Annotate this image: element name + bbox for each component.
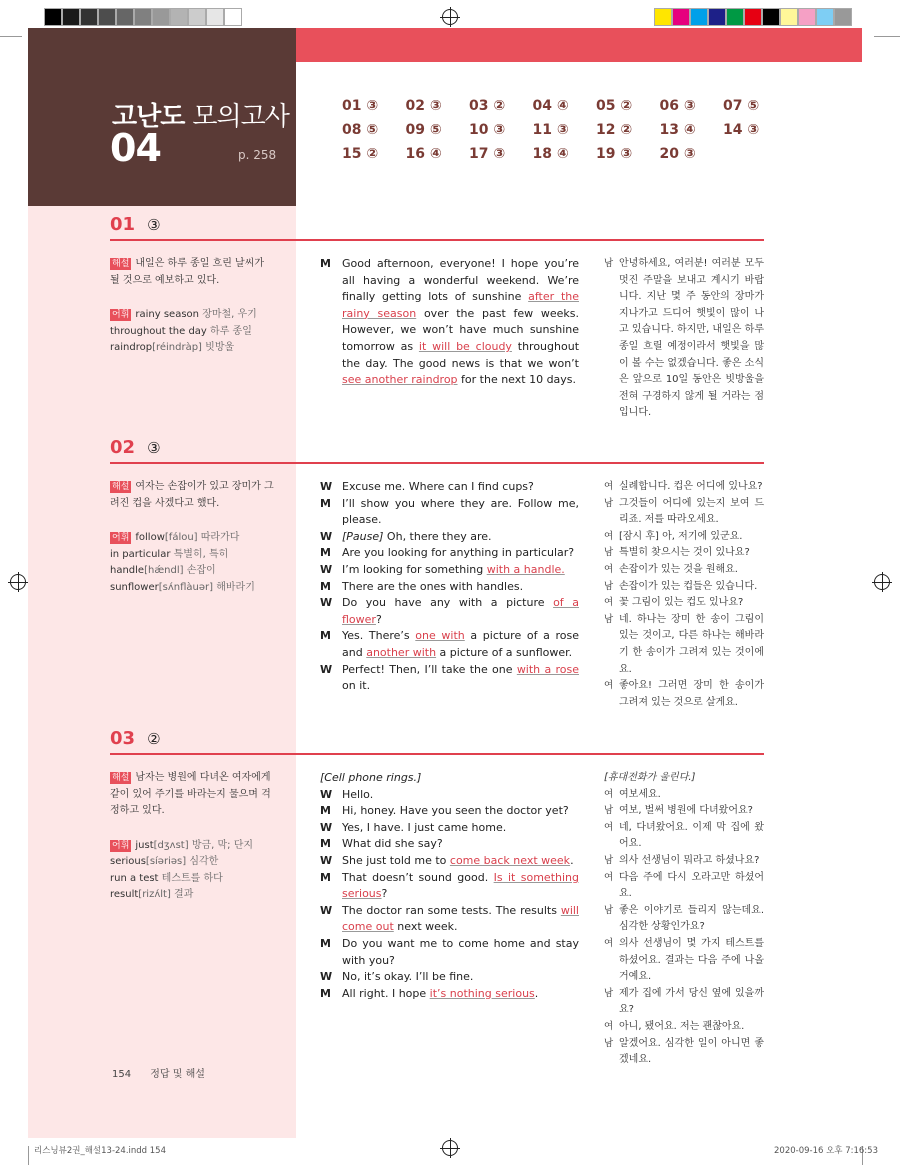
speaker-label: W	[320, 820, 333, 834]
dialogue-segment: a picture of a rose and	[342, 629, 580, 659]
dialogue-segment: a picture of a sunflower.	[436, 645, 573, 659]
answer-item: 17 ③	[469, 146, 506, 162]
vocab-pronunciation: [dʒʌst]	[153, 839, 189, 851]
translation-text: 손잡이가 있는 컵들은 있습니다.	[619, 580, 758, 592]
explanation	[110, 479, 274, 512]
speaker-label-korean: 남	[604, 613, 614, 625]
vocab-meaning: 심각한	[189, 856, 219, 867]
vocab-word: follow	[135, 532, 165, 543]
translation-line	[604, 529, 764, 546]
dialogue-segment: .	[570, 853, 574, 867]
dialogue-text	[342, 820, 579, 837]
translation-line	[604, 1036, 764, 1069]
dialogue-segment: Hi, honey. Have you seen the doctor yet?	[342, 804, 569, 818]
speaker-label-korean: 남	[604, 805, 614, 817]
vocab-tag: 어휘	[112, 840, 130, 851]
key-phrase: with a rose	[516, 662, 579, 676]
crop-mark	[874, 36, 900, 37]
dialogue-korean	[604, 770, 764, 1069]
crop-mark	[28, 1146, 29, 1165]
translation-line	[604, 853, 764, 870]
dialogue-line	[320, 628, 579, 661]
dialogue-segment: on it.	[342, 679, 371, 693]
speaker-label-korean: 남	[604, 497, 614, 509]
vocab-meaning: 장마철, 우기	[202, 309, 257, 320]
answer-item: 14 ③	[723, 122, 760, 138]
dialogue-english	[320, 479, 579, 695]
section-header	[110, 728, 161, 749]
vocab-meaning: 빗방울	[205, 342, 235, 353]
dialogue-segment: over the past few weeks. However, we won’t have much sunshine tomorrow as	[342, 306, 579, 353]
translation-line	[604, 496, 764, 529]
page-number: 154	[112, 1069, 132, 1080]
speaker-label: M	[320, 804, 331, 818]
dialogue-line	[320, 579, 579, 596]
speaker-label-korean: 여	[604, 937, 614, 949]
dialogue-line	[320, 936, 579, 969]
dialogue-segment: [Pause]	[342, 529, 384, 543]
section-notes	[110, 770, 274, 904]
vocab-meaning: 결과	[174, 889, 194, 900]
dialogue-english	[320, 256, 579, 389]
dialogue-segment: for the next 10 days.	[457, 373, 577, 387]
speaker-label-korean: 여	[604, 563, 614, 575]
translation-text: 여보세요.	[619, 788, 661, 800]
answer-item: 16 ④	[405, 146, 442, 162]
speaker-label-korean: 남	[604, 1037, 614, 1049]
translation-text: 네, 다녀왔어요. 이제 막 집에 왔어요.	[619, 821, 764, 850]
key-phrase: one with	[415, 629, 465, 643]
dialogue-text	[342, 628, 579, 661]
speaker-label: M	[320, 257, 331, 270]
section-divider	[110, 462, 764, 464]
translation-text: 다음 주에 다시 오라고만 하셨어요.	[619, 871, 764, 900]
translation-line	[604, 903, 764, 936]
dialogue-text	[342, 969, 579, 986]
speaker-label-korean: 남	[604, 987, 614, 999]
key-phrase: after the rainy season	[342, 290, 579, 320]
dialogue-segment: throughout the day. The good news is that we won’t	[342, 339, 580, 370]
dialogue-segment: There are the ones with handles.	[342, 579, 524, 593]
dialogue-segment: .	[534, 986, 539, 1000]
speaker-label: M	[320, 870, 331, 884]
dialogue-segment: All right. I hope	[342, 986, 430, 1000]
stage-direction-korean: [휴대전화가 울린다.]	[604, 772, 696, 783]
dialogue-text	[342, 936, 579, 969]
translation-line	[604, 936, 764, 986]
vocab-pronunciation: [sʌ́nflàuər]	[158, 581, 214, 593]
vocab-item	[110, 563, 274, 580]
registration-mark-icon	[10, 574, 26, 590]
key-phrase: it’s nothing serious	[429, 986, 535, 1000]
speaker-label: M	[320, 986, 331, 1000]
dialogue-line	[320, 562, 579, 579]
explanation-tag: 해설	[112, 259, 130, 269]
dialogue-text	[342, 562, 579, 579]
dialogue-segment: Yes. There’s	[342, 629, 416, 643]
vocab-word: throughout the day	[110, 325, 207, 337]
page-reference: p. 258	[238, 148, 277, 162]
translation-line	[604, 562, 764, 579]
speaker-label-korean: 여	[604, 871, 614, 883]
vocab-pronunciation: [síəriəs]	[145, 856, 187, 867]
title-bold: 고난도	[112, 102, 185, 132]
color-bar	[654, 8, 852, 26]
key-phrase: it will be cloudy	[418, 339, 512, 353]
dialogue-segment: Do you want me to come home and stay with you?	[342, 936, 579, 967]
slug-file: 리스닝뷰2권_해설13-24.indd 154	[34, 1146, 167, 1156]
explanation	[110, 770, 274, 820]
section-number: 02	[110, 437, 136, 458]
translation-line	[604, 986, 764, 1019]
translation-text: 꽃 그림이 있는 컵도 있나요?	[619, 597, 744, 609]
vocab-pronunciation: [hǽndl]	[144, 565, 184, 576]
speaker-label: W	[320, 596, 333, 610]
dialogue-segment: Are you looking for anything in particular?	[342, 546, 575, 560]
speaker-label: W	[320, 903, 333, 917]
explanation-text: 여자는 손잡이가 있고 장미가 그려진 컵을 사겠다고 했다.	[110, 481, 274, 509]
dialogue-segment: No, it’s okay. I’ll be fine.	[342, 970, 474, 984]
vocab-meaning: 따라가다	[200, 532, 240, 543]
speaker-label: M	[320, 496, 331, 510]
dialogue-text	[342, 545, 579, 562]
speaker-label: M	[320, 546, 331, 560]
dialogue-text	[342, 579, 579, 596]
vocab-meaning: 해바라기	[216, 581, 255, 593]
dialogue-text	[342, 256, 579, 389]
dialogue-line	[320, 479, 579, 496]
dialogue-text	[342, 595, 579, 628]
answer-item: 04 ④	[532, 98, 569, 114]
answer-item: 11 ③	[532, 122, 569, 138]
test-number: 04	[110, 126, 161, 170]
speaker-label: W	[320, 970, 333, 984]
speaker-label: W	[320, 787, 333, 801]
dialogue-segment: I’ll show you where they are. Follow me, please.	[342, 496, 579, 527]
explanation	[110, 256, 274, 289]
dialogue-line	[320, 595, 579, 628]
translation-text: 안녕하세요, 여러분! 여러분 모두 멋진 주말을 보내고 계시기 바랍니다. 지난 몇 주 동안의 장마가 지나가고 드디어 햇빛이 많이 나고 있습니다. 하지만, 내일은 하루 종일 흐릴 예정이라서 햇빛을 많이 볼 수는 없겠습니다. 좋은 소식은 앞으로 10일 동안은 빗방울을 전혀 구경하지 않게 될 거라는 점입니다.	[619, 258, 764, 419]
translation-text: 아니, 됐어요. 저는 괜찮아요.	[619, 1020, 745, 1032]
speaker-label: W	[320, 662, 333, 676]
key-phrase: will come out	[342, 903, 579, 934]
speaker-label-korean: 여	[604, 530, 614, 542]
dialogue-text	[342, 870, 579, 903]
dialogue-text	[342, 836, 579, 853]
speaker-label-korean: 남	[604, 258, 614, 269]
section-notes	[110, 256, 274, 357]
speaker-label-korean: 남	[604, 854, 614, 866]
speaker-label-korean: 남	[604, 580, 614, 592]
vocab-item	[110, 530, 274, 547]
dialogue-text	[342, 903, 579, 936]
answer-item: 05 ②	[596, 98, 633, 114]
dialogue-segment: next week.	[393, 920, 458, 934]
dialogue-line	[320, 986, 579, 1003]
section-number: 01	[110, 214, 136, 235]
translation-text: 의사 선생님이 뭐라고 하셨나요?	[619, 854, 760, 866]
dialogue-english	[320, 770, 579, 1002]
section-divider	[110, 753, 764, 755]
vocab-item	[110, 307, 274, 324]
answer-item: 06 ③	[659, 98, 696, 114]
vocab-meaning: 하루 종일	[210, 325, 252, 337]
speaker-label-korean: 여	[604, 680, 614, 692]
answer-item: 10 ③	[469, 122, 506, 138]
translation-line	[604, 545, 764, 562]
dialogue-segment: Hello.	[342, 787, 374, 801]
vocab-item	[110, 854, 274, 871]
translation-line	[604, 787, 764, 804]
slug-timestamp: 2020-09-16 오후 7:16:53	[774, 1146, 878, 1156]
section-header	[110, 437, 161, 458]
dialogue-line	[320, 820, 579, 837]
dialogue-line	[320, 496, 579, 529]
translation-text: 좋아요! 그러면 장미 한 송이가 그려져 있는 것으로 살게요.	[619, 680, 764, 708]
vocab-item	[110, 838, 274, 855]
translation-text: 실례합니다. 컵은 어디에 있나요?	[619, 481, 763, 492]
vocab-meaning: 방금, 막; 단지	[191, 839, 254, 851]
dialogue-segment: She just told me to	[342, 853, 450, 867]
key-phrase: see another raindrop	[342, 373, 458, 387]
dialogue-line	[320, 969, 579, 986]
vocab-word: rainy season	[135, 309, 199, 320]
vocab-item	[110, 887, 274, 904]
answer-item: 02 ③	[405, 98, 442, 114]
translation-text: 좋은 이야기로 들리지 않는데요. 심각한 상황인가요?	[619, 904, 764, 933]
translation-line	[604, 678, 764, 711]
header-band	[296, 28, 862, 62]
vocab-word: just	[135, 839, 154, 851]
section-number: 03	[110, 728, 136, 749]
answer-item: 01 ③	[342, 98, 379, 114]
dialogue-line	[320, 803, 579, 820]
key-phrase: of a flower	[342, 596, 579, 626]
answer-item: 18 ④	[532, 146, 569, 162]
dialogue-text	[342, 803, 579, 820]
dialogue-line	[320, 529, 579, 546]
registration-mark-icon	[442, 1140, 458, 1156]
answer-item: 12 ②	[596, 122, 633, 138]
vocab-item	[110, 340, 274, 357]
speaker-label: M	[320, 629, 331, 643]
translation-text: 그것들이 어디에 있는지 보여 드리죠. 저를 따라오세요.	[619, 497, 764, 526]
dialogue-line	[320, 787, 579, 804]
speaker-label-korean: 남	[604, 547, 614, 559]
vocab-item	[110, 871, 274, 888]
dialogue-text	[342, 853, 579, 870]
speaker-label: M	[320, 579, 331, 593]
section-header	[110, 214, 161, 235]
dialogue-segment: Excuse me. Where can I find cups?	[342, 480, 534, 493]
section-notes	[110, 479, 274, 596]
speaker-label-korean: 여	[604, 481, 614, 492]
dialogue-text	[342, 986, 579, 1003]
title-light: 모의고사	[192, 102, 289, 132]
vocab-word: in particular	[110, 548, 171, 560]
dialogue-line	[320, 545, 579, 562]
answer-item: 15 ②	[342, 146, 379, 162]
dialogue-text	[342, 496, 579, 529]
speaker-label-korean: 여	[604, 1020, 614, 1032]
dialogue-text	[342, 787, 579, 804]
vocab-word: sunflower	[110, 581, 159, 593]
vocab-item	[110, 580, 274, 597]
vocab-pronunciation: [rizʌ́lt]	[138, 889, 171, 900]
translation-text: 특별히 찾으시는 것이 있나요?	[619, 547, 750, 559]
vocab-item	[110, 324, 274, 341]
answer-item: 03 ②	[469, 98, 506, 114]
explanation-text: 남자는 병원에 다녀온 여자에게 같이 있어 주기를 바라는지 물으며 걱정하고 있다.	[110, 772, 271, 816]
key-phrase: come back next week	[449, 853, 571, 867]
vocab-word: raindrop	[110, 342, 153, 353]
answer-item: 08 ⑤	[342, 122, 379, 138]
section-answer: ③	[147, 216, 161, 234]
answer-item: 09 ⑤	[405, 122, 442, 138]
speaker-label: M	[320, 936, 331, 950]
translation-text: 손잡이가 있는 것을 원해요.	[619, 563, 738, 575]
dialogue-segment: ?	[375, 612, 382, 626]
page-footer	[112, 1065, 205, 1080]
dialogue-korean	[604, 479, 764, 711]
stage-direction: [Cell phone rings.]	[320, 771, 422, 784]
speaker-label: W	[320, 480, 333, 493]
translation-line	[604, 820, 764, 853]
vocab-tag: 어휘	[112, 310, 130, 320]
registration-mark-icon	[442, 9, 458, 25]
key-phrase: Is it something serious	[342, 870, 579, 901]
translation-text: 여보, 벌써 병원에 다녀왔어요?	[619, 805, 753, 817]
dialogue-segment: That doesn’t sound good.	[342, 870, 494, 884]
translation-line	[604, 479, 764, 496]
translation-text: 제가 집에 가서 당신 옆에 있을까요?	[619, 987, 764, 1016]
vocab-meaning: 테스트를 하다	[161, 872, 223, 884]
translation-text: 알겠어요. 심각한 일이 아니면 좋겠네요.	[619, 1037, 764, 1066]
dialogue-text	[342, 479, 579, 496]
dialogue-text	[342, 662, 579, 695]
translation-text: 네. 하나는 장미 한 송이 그림이 있는 것이고, 다른 하나는 해바라기 한 송이가 그려져 있는 것이에요.	[619, 613, 764, 675]
translation-line	[604, 803, 764, 820]
speaker-label: M	[320, 837, 331, 851]
vocab-meaning: 손잡이	[186, 565, 216, 576]
key-phrase: another with	[366, 645, 437, 659]
speaker-label-korean: 여	[604, 597, 614, 609]
speaker-label-korean: 남	[604, 904, 614, 916]
answer-item: 13 ④	[659, 122, 696, 138]
translation-line	[604, 870, 764, 903]
dialogue-segment: Oh, there they are.	[383, 529, 492, 543]
crop-mark	[0, 36, 22, 37]
explanation-text: 내일은 하루 종일 흐린 날씨가 될 것으로 예보하고 있다.	[110, 258, 265, 286]
section-divider	[110, 239, 764, 241]
dialogue-segment: Yes, I have. I just came home.	[342, 820, 507, 834]
answer-item: 07 ⑤	[723, 98, 760, 114]
dialogue-segment: Good afternoon, everyone! I hope you’re all having a wonderful weekend. We’re finally getting lots of sunshine	[342, 257, 579, 304]
translation-line	[604, 1019, 764, 1036]
vocab-word: handle	[110, 565, 145, 576]
speaker-label-korean: 여	[604, 821, 614, 833]
dialogue-line	[320, 903, 579, 936]
translation-text: [잠시 후] 아, 저기에 있군요.	[619, 530, 743, 542]
section-answer: ②	[147, 730, 161, 748]
speaker-label: W	[320, 529, 333, 543]
answer-item: 19 ③	[596, 146, 633, 162]
translation-line	[604, 595, 764, 612]
registration-mark-icon	[874, 574, 890, 590]
dialogue-segment: ?	[381, 887, 388, 901]
vocab-pronunciation: [fálou]	[164, 532, 198, 543]
dialogue-segment: Do you have any with a picture	[342, 596, 554, 610]
footer-label: 정답 및 해설	[150, 1069, 205, 1080]
speaker-label: W	[320, 853, 333, 867]
translation-line	[604, 256, 764, 422]
dialogue-segment: Perfect! Then, I’ll take the one	[342, 662, 517, 676]
vocab-meaning: 특별히, 특히	[173, 548, 229, 560]
section-answer: ③	[147, 439, 161, 457]
translation-text: 의사 선생님이 몇 가지 테스트를 하셨어요. 결과는 다음 주에 나올 거예요.	[619, 937, 764, 983]
dialogue-line	[320, 662, 579, 695]
dialogue-korean	[604, 256, 764, 422]
speaker-label: W	[320, 562, 333, 576]
grayscale-bar	[44, 8, 242, 26]
speaker-label-korean: 여	[604, 788, 614, 800]
dialogue-segment: I’m looking for something	[342, 562, 487, 576]
vocab-tag: 어휘	[112, 533, 130, 543]
translation-line	[604, 612, 764, 678]
dialogue-text	[342, 529, 579, 546]
explanation-tag: 해설	[112, 482, 130, 492]
dialogue-line	[320, 256, 579, 389]
explanation-tag: 해설	[112, 773, 130, 783]
vocab-item	[110, 547, 274, 564]
vocab-pronunciation: [réindràp]	[152, 342, 202, 353]
translation-line	[604, 579, 764, 596]
dialogue-line	[320, 853, 579, 870]
key-phrase: with a handle.	[486, 562, 565, 576]
answer-item: 20 ③	[659, 146, 696, 162]
dialogue-segment: The doctor ran some tests. The results	[342, 903, 561, 917]
vocab-word: result	[110, 889, 139, 900]
dialogue-line	[320, 836, 579, 853]
vocab-word: run a test	[110, 872, 159, 884]
vocab-word: serious	[110, 856, 146, 867]
dialogue-line	[320, 870, 579, 903]
dialogue-segment: What did she say?	[342, 837, 443, 851]
